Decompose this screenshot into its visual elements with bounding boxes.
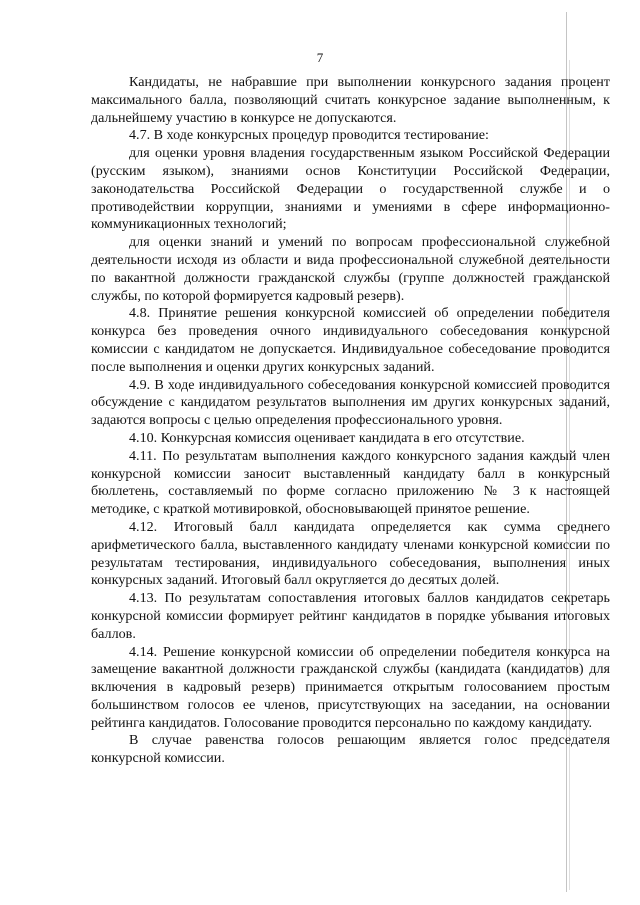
paragraph-4-11: 4.11. По результатам выполнения каждого конкурсного задания каждый член конкурсной комиссии заносит выставленный кандидату балл в конкурсный бюллетень, составляемый по форме согласно приложению № 3 к настоящей методике, с краткой мотивировкой, обосновывающей принятое решение. bbox=[91, 447, 610, 518]
paragraph-4-14: 4.14. Решение конкурсной комиссии об определении победителя конкурса на замещение вакантной должности гражданской службы (кандидата (кандидатов) для включения в кадровый резерв) принимается открытым голосованием простым большинством голосов ее членов, присутствующих на заседании, на основании рейтинга кандидатов. Голосование проводится персонально по каждому кандидату. bbox=[91, 643, 610, 731]
paragraph-4-13: 4.13. По результатам сопоставления итоговых баллов кандидатов секретарь конкурсной комиссии формирует рейтинг кандидатов в порядке убывания итоговых баллов. bbox=[91, 590, 610, 642]
paragraph-4-7: 4.7. В ходе конкурсных процедур проводится тестирование: bbox=[129, 127, 489, 144]
paragraph-4-10: 4.10. Конкурсная комиссия оценивает кандидата в его отсутствие. bbox=[129, 429, 525, 446]
paragraph-tie-vote: В случае равенства голосов решающим является голос председателя конкурсной комиссии. bbox=[91, 732, 610, 767]
page-number: 7 bbox=[316, 50, 324, 65]
paragraph-4-8: 4.8. Принятие решения конкурсной комиссией об определении победителя конкурса без проведения очного индивидуального собеседования конкурсной комиссии с кандидатом не допускается. Индивидуальное собеседование проводится после выполнения и оценки других конкурсных заданий. bbox=[91, 305, 610, 375]
paragraph-4-9: 4.9. В ходе индивидуального собеседования конкурсной комиссией проводится обсуждение с кандидатом результатов выполнения им других конкурсных заданий, задаются вопросы с целью определения профессионального уровня. bbox=[91, 376, 610, 429]
paragraph-candidates-not-admitted: Кандидаты, не набравшие при выполнении конкурсного задания процент максимального балла, позволяющий считать конкурсное задание выполненным, к дальнейшему участию в конкурсе не допускаются. bbox=[91, 74, 610, 126]
paragraph-testing-language: для оценки уровня владения государственным языком Российской Федерации (русским языком), знаниями основ Конституции Российской Федерации, законодательства Российской Федерации о государственной службе и о противодействии коррупции, знаниями и умениями в сфере информационно-коммуникационных технологий; bbox=[91, 145, 610, 233]
paragraph-4-12: 4.12. Итоговый балл кандидата определяется как сумма среднего арифметического балла, выставленного кандидату членами конкурсной комиссии по результатам тестирования, индивидуального собеседования, выполнения иных конкурсных заданий. Итоговый балл округляется до десятых долей. bbox=[91, 518, 610, 589]
paragraph-testing-professional: для оценки знаний и умений по вопросам профессиональной служебной деятельности исходя из области и вида профессиональной служебной деятельности по вакантной должности гражданской службы (группе должностей гражданской службы, по которой формируется кадровый резерв). bbox=[91, 234, 610, 304]
document-body bbox=[91, 74, 610, 768]
